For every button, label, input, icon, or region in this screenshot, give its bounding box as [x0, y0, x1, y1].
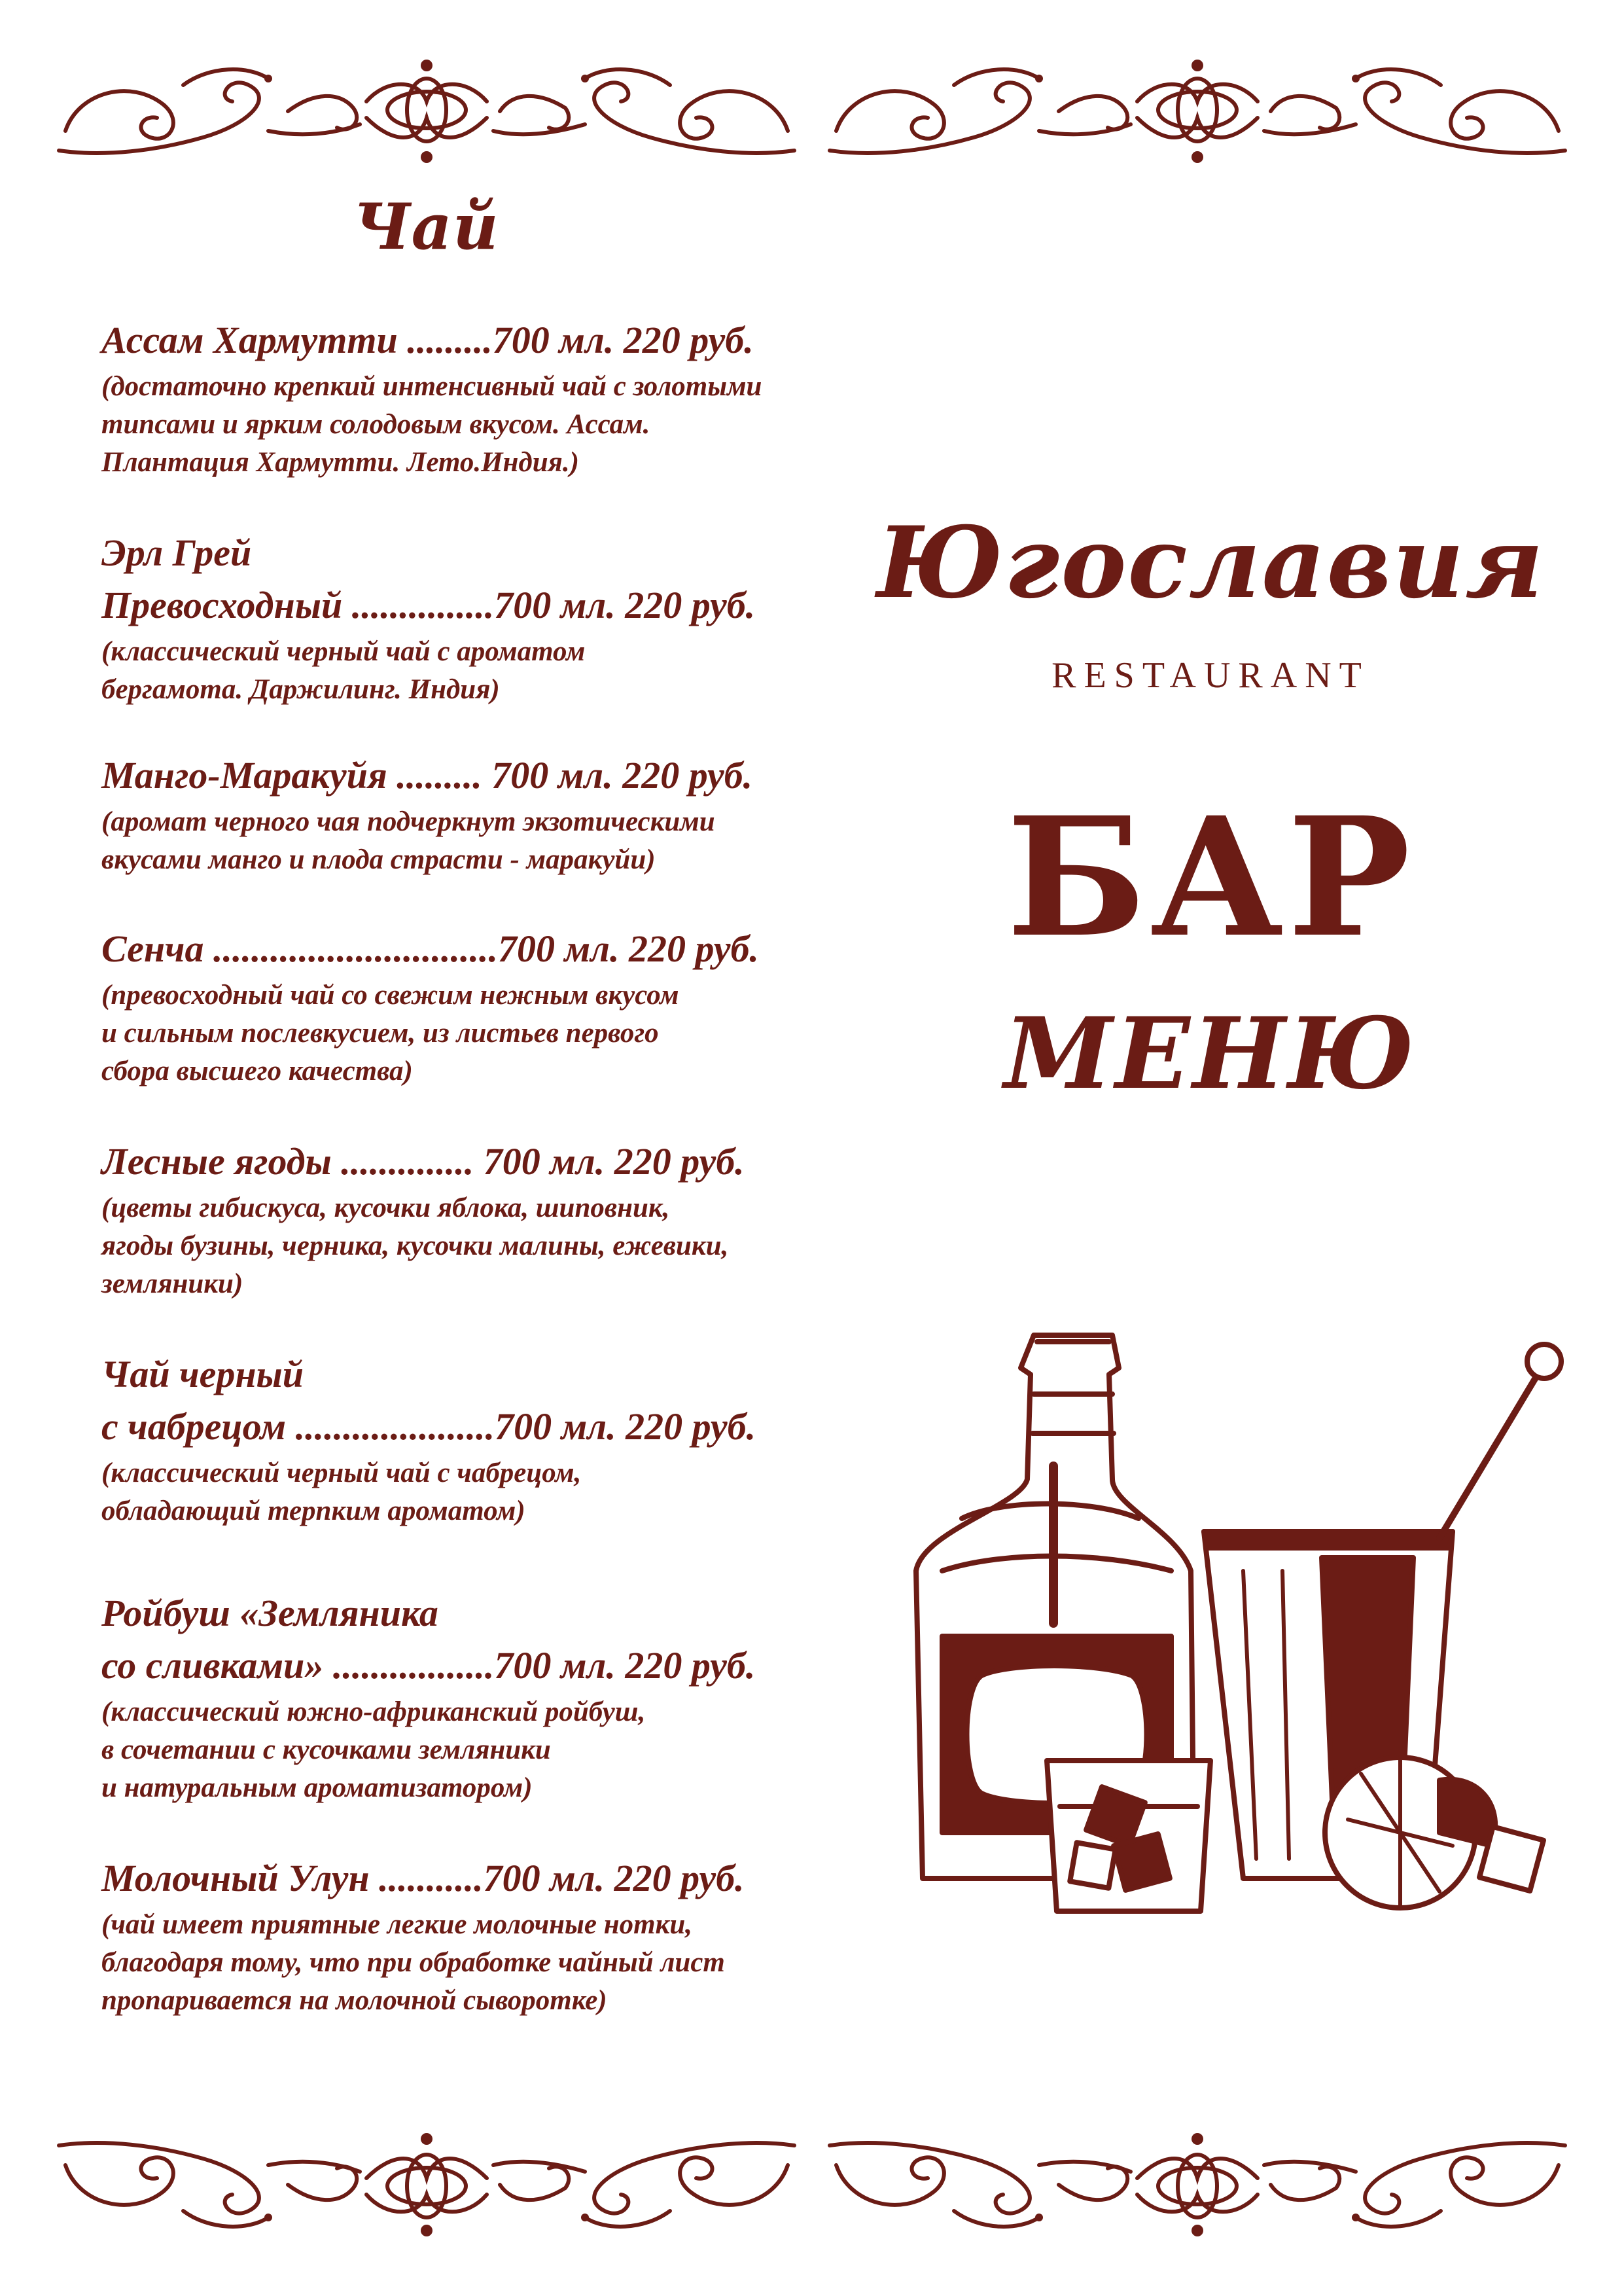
menu-item [101, 314, 808, 482]
section-title: Чай [353, 190, 499, 264]
menu-item-desc: (превосходный чай со свежим нежным вкусом и сильным послевкусием, из листьев первого сбора высшего качества) [101, 980, 679, 1086]
bottom-right-ornament-icon [823, 2132, 1572, 2244]
menu-item-desc: (чай имеет приятные легкие молочные нотки, благодаря тому, что при обработке чайный лист пропаривается на молочной сыворотке) [101, 1909, 725, 2016]
menu-item-name: Эрл Грей Превосходный ...............700 мл. 220 руб. [101, 531, 756, 626]
menu-item [101, 1852, 808, 2020]
menu-title: МЕНЮ [1004, 996, 1417, 1111]
top-right-ornament-icon [823, 52, 1572, 164]
menu-item-desc: (аромат черного чая подчеркнут экзотическими вкусами манго и плода страсти - маракуйи) [101, 806, 715, 875]
menu-item [101, 923, 808, 1090]
menu-item-name: Манго-Маракуйя ......... 700 мл. 220 руб. [101, 754, 753, 797]
menu-item [101, 1348, 808, 1530]
bar-title: БАР [1006, 781, 1415, 973]
menu-item-desc: (классический черный чай с чабрецом, обладающий терпким ароматом) [101, 1458, 582, 1526]
menu-item [101, 527, 808, 709]
menu-item-name: Молочный Улун ...........700 мл. 220 руб. [101, 1857, 745, 1899]
menu-item-desc: (классический черный чай с ароматом бергамота. Даржилинг. Индия) [101, 636, 586, 705]
menu-item [101, 1587, 808, 1807]
menu-item-desc: (цветы гибискуса, кусочки яблока, шиповник, ягоды бузины, черника, кусочки малины, ежевики, земляники) [101, 1193, 729, 1299]
menu-item [101, 749, 808, 879]
brand-subtitle: RESTAURANT [1051, 655, 1369, 696]
menu-item [101, 1136, 808, 1303]
top-left-ornament-icon [52, 52, 801, 164]
bottom-left-ornament-icon [52, 2132, 801, 2244]
menu-item-name: Ройбуш «Земляника со сливками» .................700 мл. 220 руб. [101, 1592, 756, 1687]
brand-logo-text: Югославия [877, 505, 1545, 620]
menu-item-name: Сенча ..............................700 мл. 220 руб. [101, 927, 759, 970]
menu-item-name: Ассам Хармутти .........700 мл. 220 руб. [101, 319, 754, 361]
menu-item-desc: (достаточно крепкий интенсивный чай с золотыми типсами и ярким солодовым вкусом. Ассам. Плантация Хармутти. Лето.Индия.) [101, 371, 762, 478]
menu-item-name: Чай черный с чабрецом .....................700 мл. 220 руб. [101, 1353, 756, 1448]
bar-bottles-illustration-icon [903, 1322, 1564, 1940]
menu-item-name: Лесные ягоды .............. 700 мл. 220 руб. [101, 1140, 745, 1183]
menu-item-desc: (классический южно-африканский ройбуш, в сочетании с кусочками земляники и натуральным ароматизатором) [101, 1696, 646, 1803]
